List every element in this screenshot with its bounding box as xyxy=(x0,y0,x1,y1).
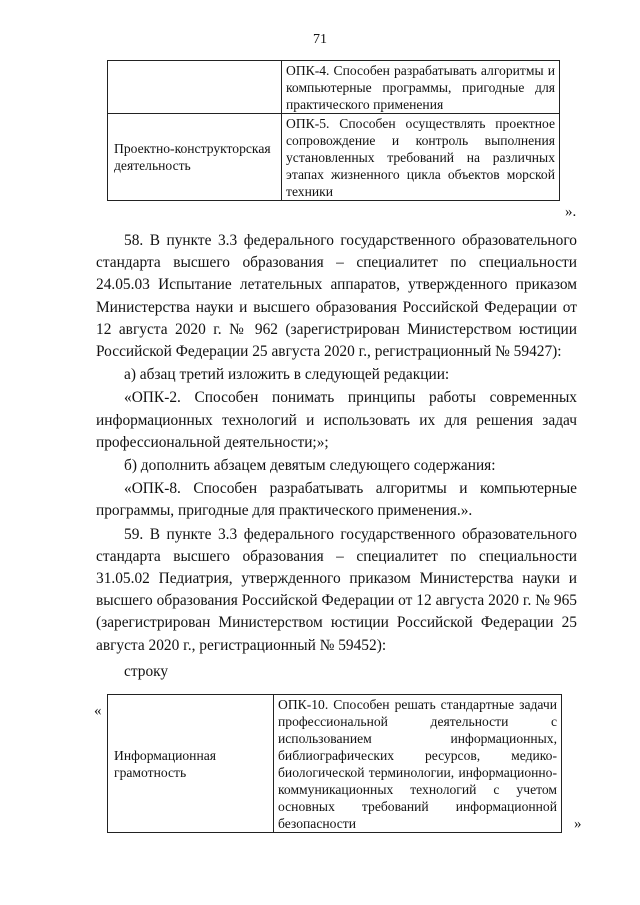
body-text xyxy=(96,230,577,683)
competency-table-1 xyxy=(107,60,560,201)
page-number: 71 xyxy=(313,32,327,47)
table-cell xyxy=(282,114,560,201)
paragraph-58: 58. В пункте 3.3 федерального государственного образовательного стандарта высшего образования – специалитет по специальности 24.05.03 Испытание летательных аппаратов, утвержденного приказом Министерства науки и высшего образования Российской Федерации от 12 августа 2020 г. № 962 (зарегистрирован Министерством юстиции Российской Федерации 25 августа 2020 г., регистрационный № 59427): xyxy=(96,232,577,361)
competency-cell: ОПК-10. Способен решать стандартные задачи профессиональной деятельности с использованием информационных, библиографических ресурсов, медико-биологической терминологии, информационно-коммуникационных технологий с учетом основных требований информационной безопасности xyxy=(278,697,557,831)
closing-quote: » xyxy=(574,816,582,832)
opening-quote: « xyxy=(94,703,102,719)
table-cell xyxy=(282,61,560,114)
table-row xyxy=(108,61,560,114)
paragraph-58-a-quote: «ОПК-2. Способен понимать принципы работы современных информационных технологий и использовать их для решения задач профессиональной деятельности;»; xyxy=(96,389,577,451)
table-row xyxy=(108,114,560,201)
table-row xyxy=(108,695,562,833)
activity-type-cell: Проектно-конструкторская деятельность xyxy=(114,141,271,173)
activity-type-cell: Информационная грамотность xyxy=(114,747,217,780)
table-cell xyxy=(274,695,562,833)
competency-cell: ОПК-4. Способен разрабатывать алгоритмы и компьютерные программы, пригодные для практического применения xyxy=(286,63,555,112)
paragraph-58-b-quote: «ОПК-8. Способен разрабатывать алгоритмы и компьютерные программы, пригодные для практического применения.». xyxy=(96,480,577,520)
table-cell xyxy=(108,61,282,114)
paragraph-58-a: а) абзац третий изложить в следующей редакции: xyxy=(124,366,450,384)
competency-cell: ОПК-5. Способен осуществлять проектное сопровождение и контроль выполнения установленных требований на различных этапах жизненного цикла объектов морской техники xyxy=(286,116,555,199)
table-cell xyxy=(108,114,282,201)
paragraph-59: 59. В пункте 3.3 федерального государственного образовательного стандарта высшего образования – специалитет по специальности 31.05.02 Педиатрия, утвержденного приказом Министерства науки и высшего образования Российской Федерации от 12 августа 2020 г. № 965 (зарегистрирован Министерством юстиции Российской Федерации 25 августа 2020 г., регистрационный № 59452): xyxy=(96,525,577,654)
closing-quote: ». xyxy=(565,204,577,220)
paragraph-stroku: строку xyxy=(124,662,169,680)
table-cell xyxy=(108,695,274,833)
paragraph-58-b: б) дополнить абзацем девятым следующего содержания: xyxy=(124,457,496,475)
competency-table-2 xyxy=(107,694,562,833)
